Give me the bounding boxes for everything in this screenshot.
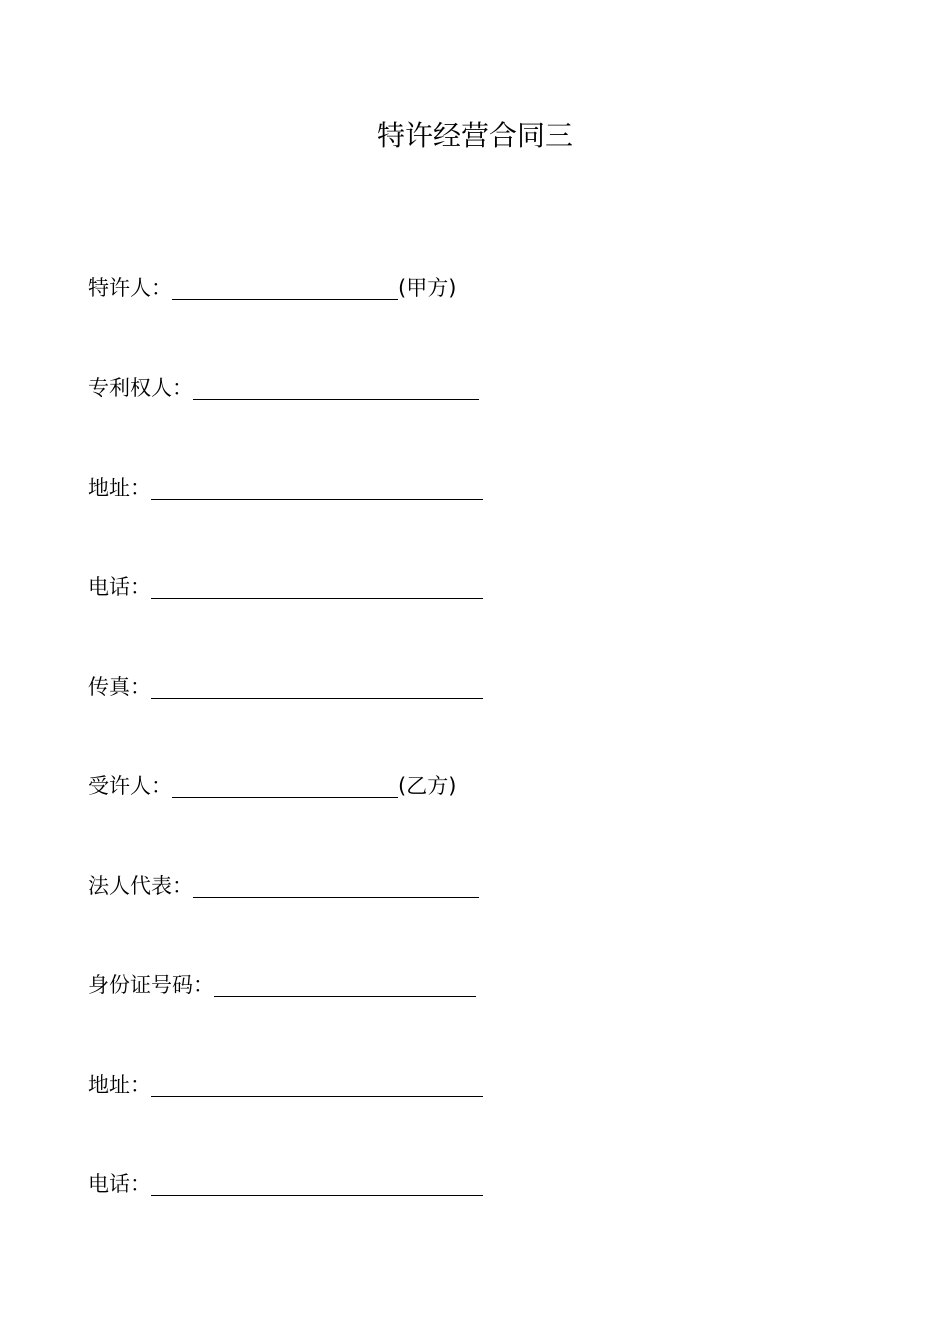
legal-representative-field (88, 864, 479, 900)
licensee-phone-field (88, 1162, 483, 1198)
licensee-blank[interactable] (172, 773, 398, 798)
licensor-phone-field (88, 565, 483, 601)
patentee-field (88, 366, 479, 402)
licensor-phone-label: 电话： (88, 575, 151, 599)
licensee-address-blank[interactable] (151, 1072, 483, 1097)
licensee-label: 受许人： (88, 774, 172, 798)
licensor-phone-blank[interactable] (151, 574, 483, 599)
licensor-address-label: 地址： (88, 476, 151, 500)
party-a-suffix: (甲方) (398, 276, 457, 300)
id-number-blank[interactable] (214, 972, 476, 997)
id-number-field (88, 963, 476, 999)
licensor-address-blank[interactable] (151, 475, 483, 500)
licensee-phone-label: 电话： (88, 1172, 151, 1196)
fax-label: 传真： (88, 675, 151, 699)
legal-representative-blank[interactable] (193, 873, 479, 898)
licensee-phone-blank[interactable] (151, 1171, 483, 1196)
licensor-address-field (88, 466, 483, 502)
patentee-label: 专利权人： (88, 376, 193, 400)
document-title: 特许经营合同三 (376, 119, 573, 152)
licensee-address-label: 地址： (88, 1073, 151, 1097)
licensor-label: 特许人： (88, 276, 172, 300)
fax-field (88, 665, 483, 701)
party-b-suffix: (乙方) (398, 774, 457, 798)
legal-representative-label: 法人代表： (88, 874, 193, 898)
patentee-blank[interactable] (193, 375, 479, 400)
id-number-label: 身份证号码： (88, 973, 214, 997)
licensee-address-field (88, 1063, 483, 1099)
fax-blank[interactable] (151, 674, 483, 699)
licensor-field (88, 266, 456, 302)
licensor-blank[interactable] (172, 275, 398, 300)
licensee-field (88, 764, 456, 800)
